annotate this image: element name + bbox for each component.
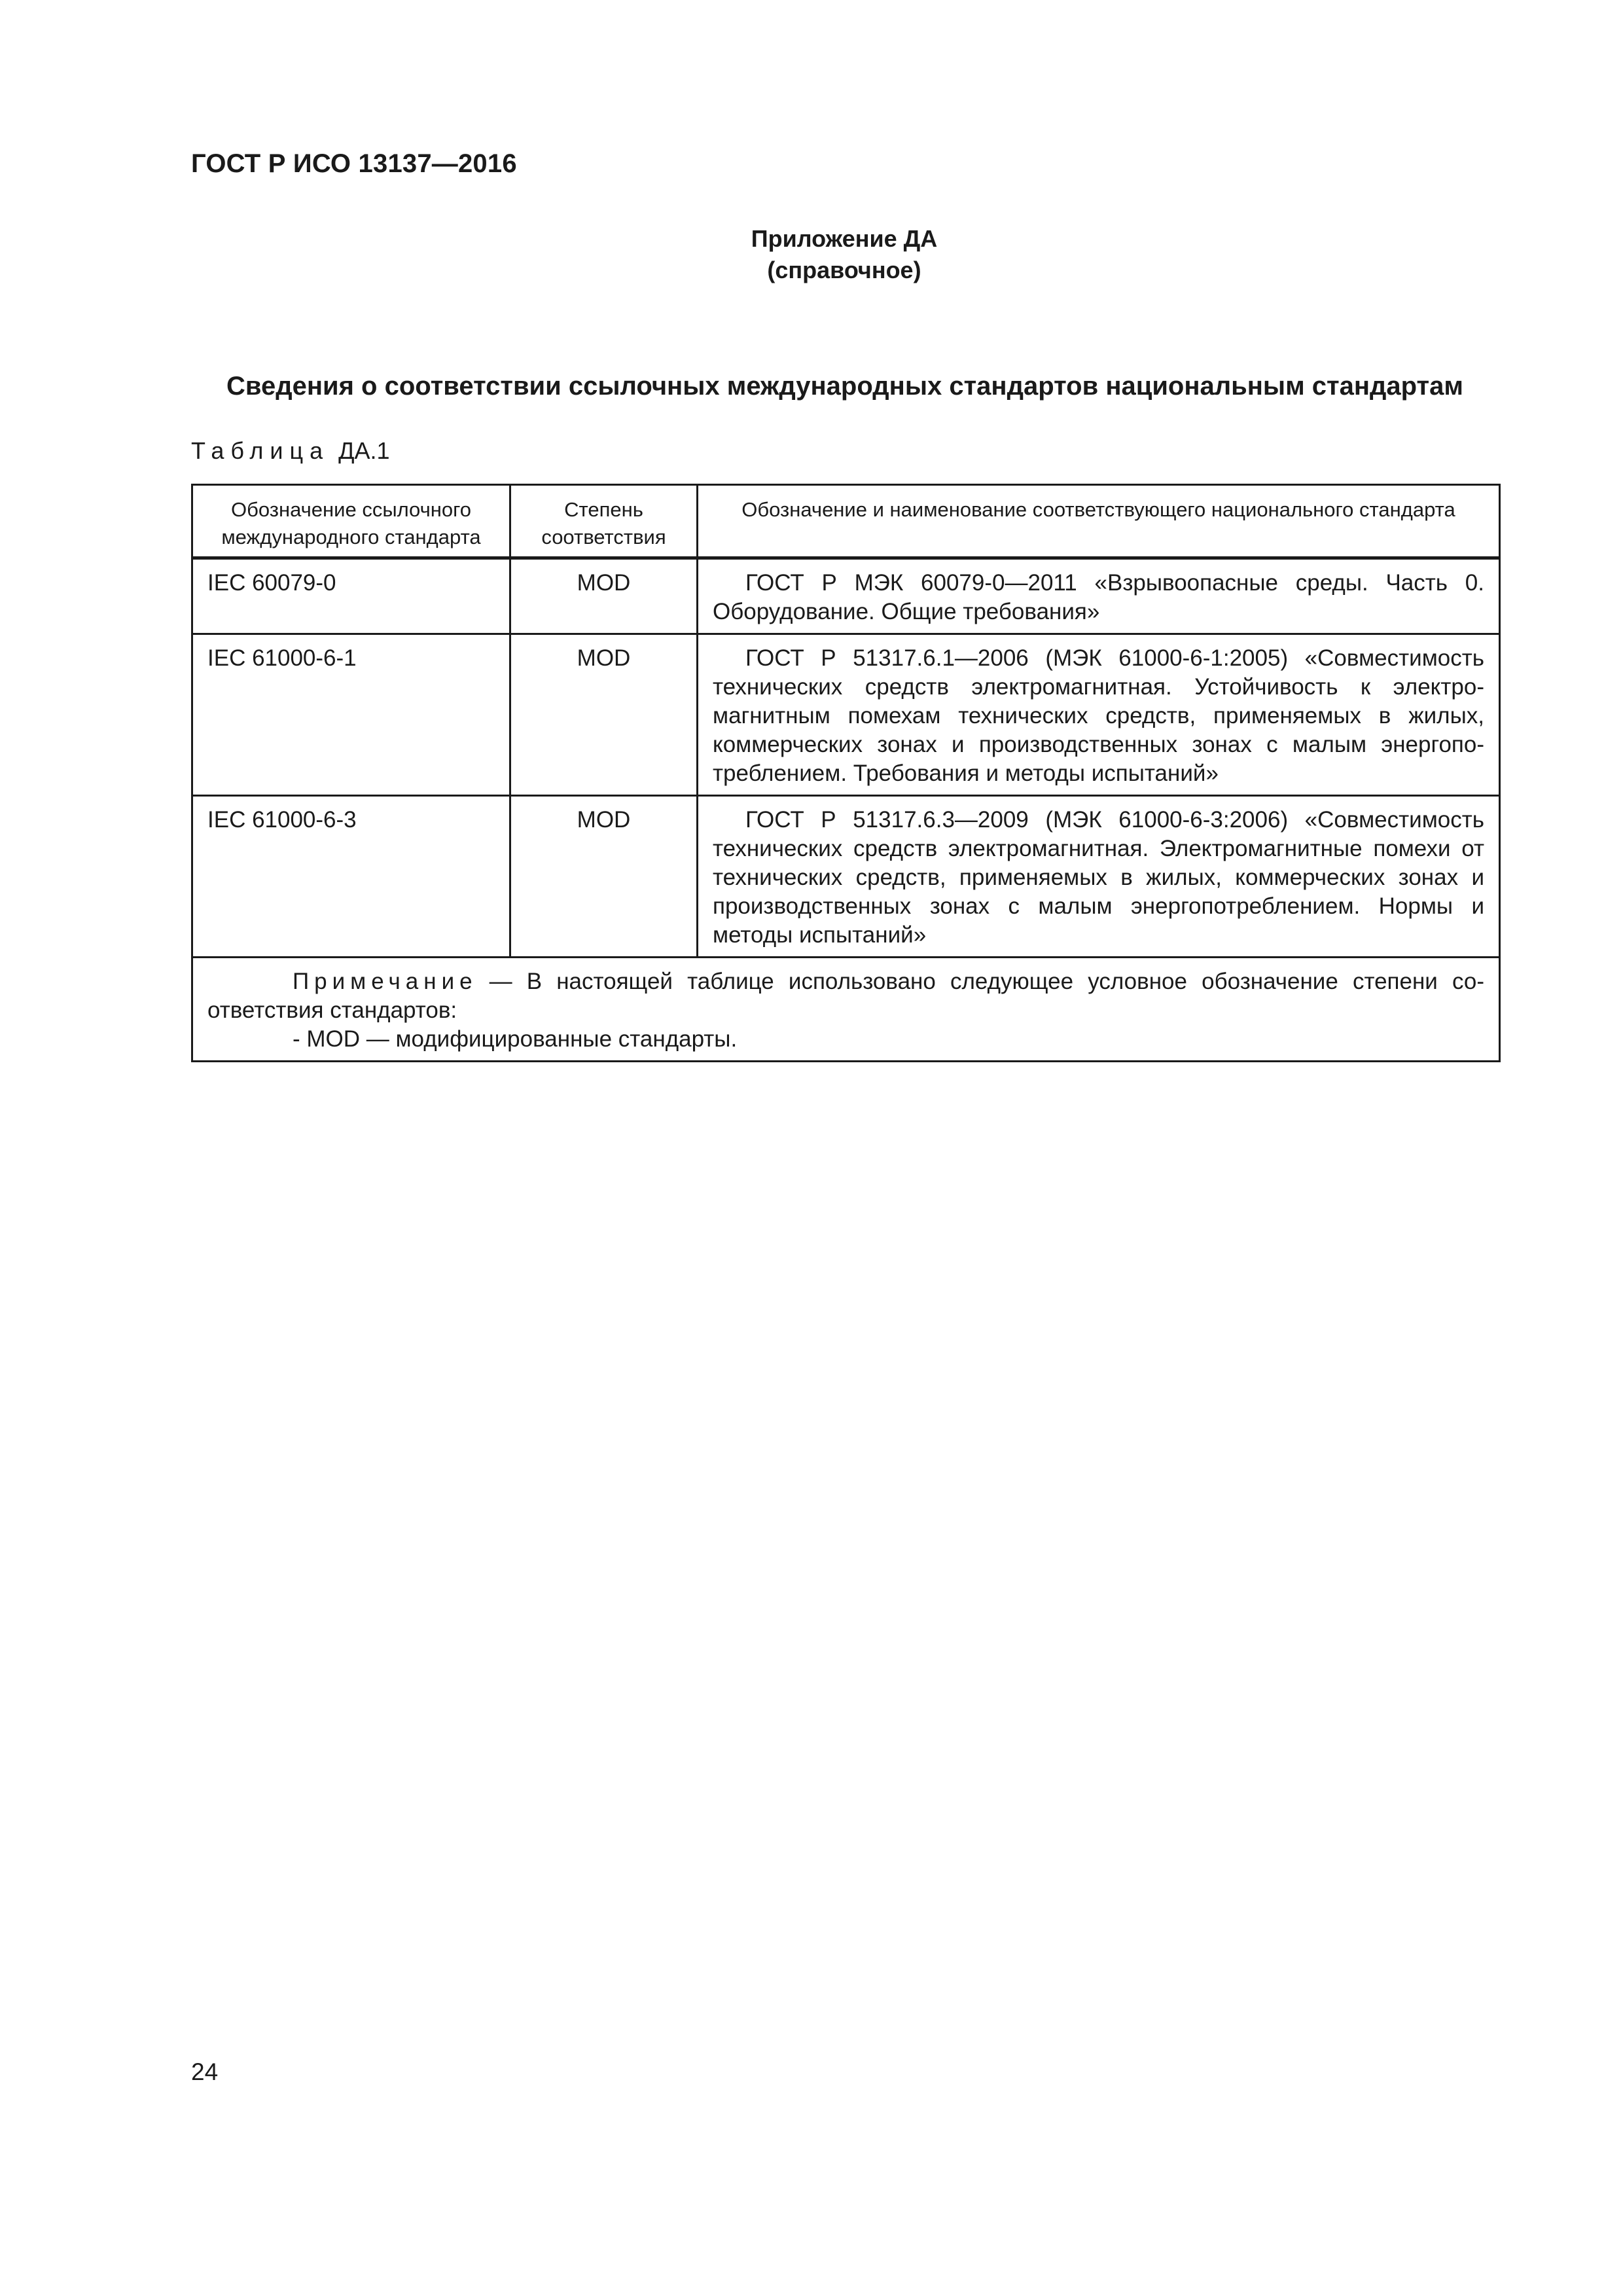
- correspondence-table: [191, 484, 1501, 1062]
- table-caption: [191, 437, 390, 465]
- column-header-intl: Обозначение ссылочного международного стандарта: [192, 485, 510, 558]
- annex-type: (справочное): [767, 257, 921, 283]
- table-note-row: [192, 958, 1500, 1062]
- note-text: [207, 967, 1484, 1025]
- national-standard-cell: ГОСТ Р 51317.6.1—2006 (МЭК 61000-6-1:2005) «Совместимость технических средств электромагнитная. Устойчивость к электромагнитным помехам технических средств, применяемых в жилых, коммерческих зонах и производственных зонах с малым энергопотреблением. Требования и методы испытаний»: [698, 634, 1500, 796]
- national-standard-cell: ГОСТ Р МЭК 60079-0—2011 «Взрывоопасные среды. Часть 0. Оборудование. Общие требования»: [698, 558, 1500, 634]
- intl-standard-cell: IEC 61000-6-3: [192, 796, 510, 958]
- note-label: Примечание: [293, 969, 478, 994]
- table-header-row: [192, 485, 1500, 558]
- annex-title: Приложение ДА: [751, 225, 938, 252]
- degree-cell: MOD: [510, 796, 698, 958]
- national-standard-cell: ГОСТ Р 51317.6.3—2009 (МЭК 61000-6-3:2006) «Совместимость технических средств электромагнитная. Электромагнитные помехи от технических средств, применяемых в жилых, коммерческих зонах и производственных зонах с малым энергопотреблением. Нормы и методы испытаний»: [698, 796, 1500, 958]
- degree-cell: MOD: [510, 634, 698, 796]
- column-header-national: Обозначение и наименование соответствующего национального стандарта: [698, 485, 1500, 558]
- intl-standard-cell: IEC 61000-6-1: [192, 634, 510, 796]
- note-body: — В настоящей таблице использовано следующее условное обозначение степени соответствия стандартов:: [207, 969, 1484, 1023]
- intl-standard-cell: IEC 60079-0: [192, 558, 510, 634]
- degree-cell: MOD: [510, 558, 698, 634]
- table-caption-label: Таблица: [191, 437, 330, 464]
- table-caption-number: ДА.1: [338, 437, 390, 464]
- section-title: Сведения о соответствии ссылочных международных стандартов национальным стандартам: [226, 372, 1463, 401]
- table-row: [192, 796, 1500, 958]
- table-row: [192, 558, 1500, 634]
- column-header-degree: Степень соответствия: [510, 485, 698, 558]
- document-code: ГОСТ Р ИСО 13137—2016: [191, 149, 517, 178]
- table-note: [192, 958, 1500, 1062]
- note-item: - MOD — модифицированные стандарты.: [293, 1026, 738, 1052]
- table-row: [192, 634, 1500, 796]
- page-number: 24: [191, 2058, 219, 2085]
